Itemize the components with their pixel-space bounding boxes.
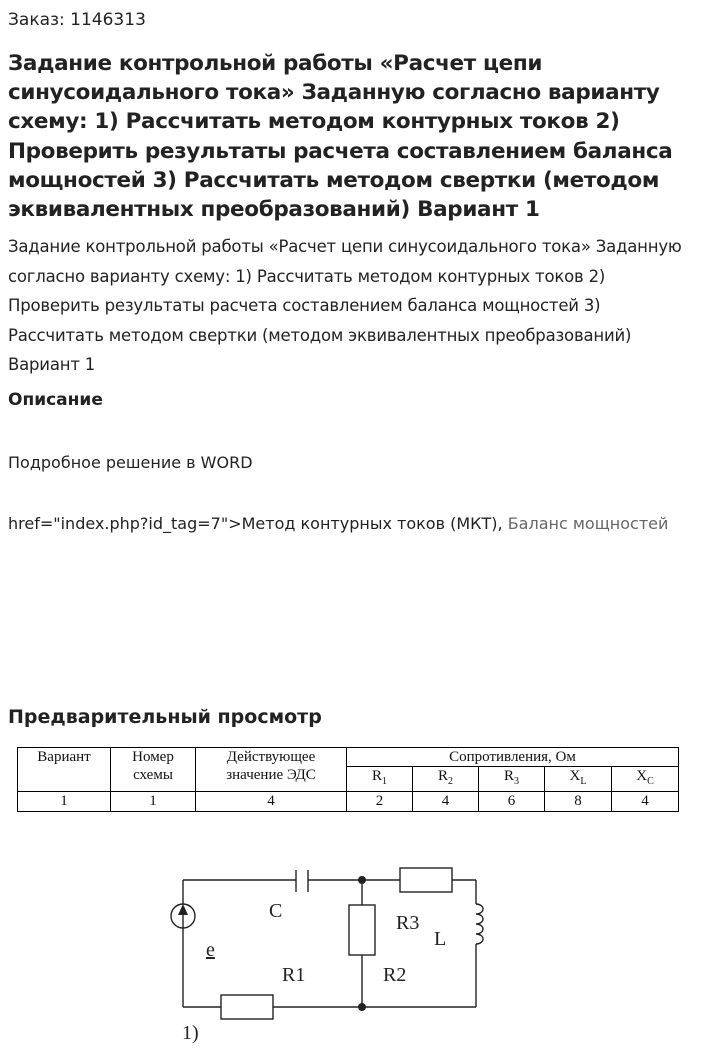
tags-prefix-text: href="index.php?id_tag=7">Метод контурных токов (МКТ), bbox=[8, 514, 508, 533]
label-l: L bbox=[434, 928, 447, 950]
preview-heading: Предварительный просмотр bbox=[8, 706, 322, 728]
node-bottom bbox=[358, 1003, 366, 1011]
resistor-middle bbox=[349, 905, 375, 955]
header-scheme-number: Номер схемы bbox=[111, 748, 196, 792]
cell-variant: 1 bbox=[18, 792, 111, 812]
cell-r3: 6 bbox=[479, 792, 545, 812]
resistor-bottom bbox=[221, 995, 273, 1019]
node-top bbox=[358, 876, 366, 884]
cell-emf: 4 bbox=[196, 792, 347, 812]
tag-link-power-balance[interactable]: Баланс мощностей bbox=[507, 514, 669, 533]
label-r1: R1 bbox=[282, 964, 306, 986]
label-r2: R2 bbox=[383, 964, 407, 986]
label-c: C bbox=[269, 900, 283, 922]
label-scheme-number: 1) bbox=[182, 1022, 199, 1044]
label-e: e bbox=[206, 939, 215, 961]
solution-format-text: Подробное решение в WORD bbox=[8, 453, 253, 472]
inductor-coil bbox=[476, 904, 483, 944]
cell-scheme: 1 bbox=[111, 792, 196, 812]
tags-line bbox=[8, 509, 688, 538]
label-r3: R3 bbox=[396, 912, 420, 934]
subheader-xc: $X_C$ bbox=[612, 767, 679, 792]
subheader-r2: $R_2$ bbox=[413, 767, 479, 792]
circuit-diagram bbox=[150, 862, 510, 1047]
cell-xl: 8 bbox=[545, 792, 612, 812]
table-row bbox=[18, 792, 679, 812]
cell-xc: 4 bbox=[612, 792, 679, 812]
variant-parameters-table bbox=[17, 747, 679, 812]
cell-r1: 2 bbox=[347, 792, 413, 812]
page-title: Задание контрольной работы «Расчет цепи синусоидального тока» Заданную согласно варианту схему: 1) Рассчитать методом контурных токов 2) Проверить результаты расчета составлением баланса мощностей 3) Рассчитать методом свертки (методом эквивалентных преобразований) Вариант 1 bbox=[8, 51, 673, 223]
header-variant: Вариант bbox=[18, 748, 111, 792]
header-emf: Действующее значение ЭДС bbox=[196, 748, 347, 792]
source-arrow-icon bbox=[178, 904, 188, 915]
subheader-r1: $R_1$ bbox=[347, 767, 413, 792]
resistor-top-right bbox=[400, 868, 452, 892]
task-description: Задание контрольной работы «Расчет цепи синусоидального тока» Заданную согласно варианту схему: 1) Рассчитать методом контурных токов 2) Проверить результаты расчета составлением баланса мощностей 3) Рассчитать методом свертки (методом эквивалентных преобразований) Вариант 1 bbox=[8, 237, 682, 374]
subheader-xl: $X_L$ bbox=[545, 767, 612, 792]
order-number: Заказ: 1146313 bbox=[8, 10, 146, 30]
cell-r2: 4 bbox=[413, 792, 479, 812]
table-header-row bbox=[18, 748, 679, 767]
header-resistances: Сопротивления, Ом bbox=[347, 748, 679, 767]
subheader-r3: $R_3$ bbox=[479, 767, 545, 792]
description-heading: Описание bbox=[8, 390, 103, 410]
